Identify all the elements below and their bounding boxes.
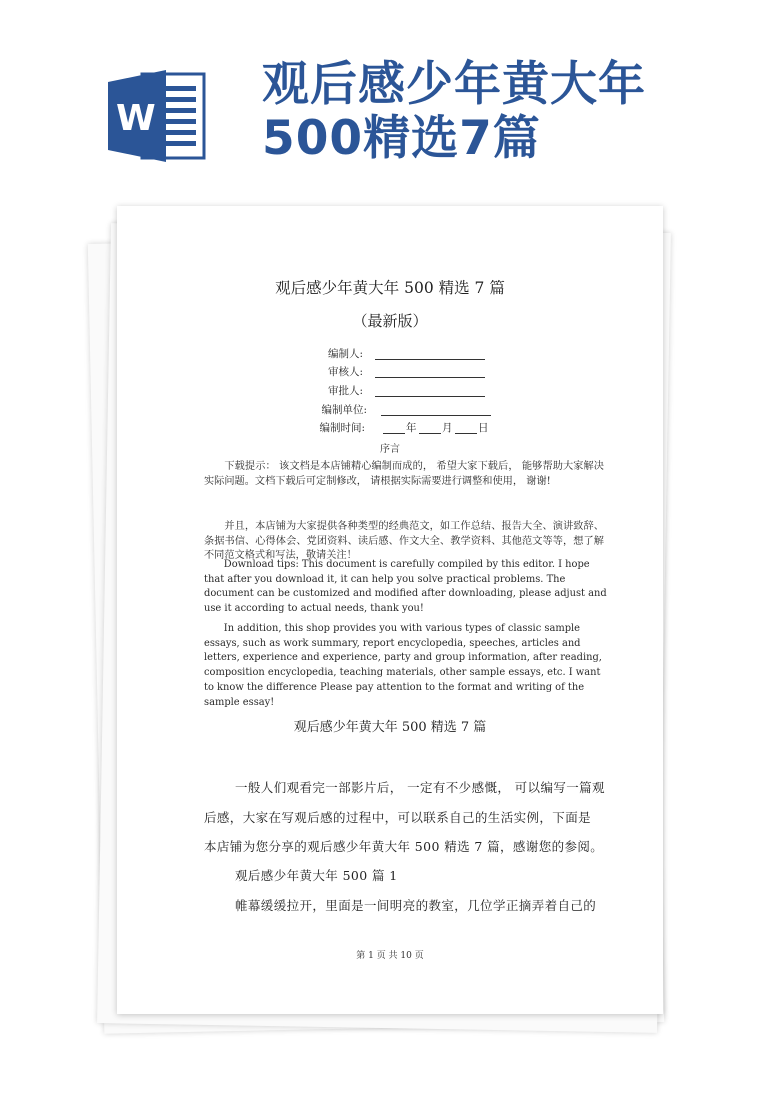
- approver-label: 审批人:: [327, 385, 363, 397]
- section-title: 观后感少年黄大年 500 精选 7 篇: [293, 720, 487, 735]
- document-title: 观后感少年黄大年 500 精选 7 篇: [275, 279, 505, 297]
- intro-line-3: 本店铺为您分享的观后感少年黄大年 500 精选 7 篇，感谢您的参阅。: [204, 839, 604, 854]
- reviewer-label: 审核人:: [327, 366, 363, 378]
- banner-title-line2: 500精选7篇: [262, 111, 541, 166]
- form-row-reviewer: [117, 364, 663, 382]
- day-field[interactable]: [455, 420, 477, 434]
- form-row-unit: [117, 402, 663, 420]
- word-document-icon: [108, 68, 208, 164]
- chapter-line-1: 帷幕缓缓拉开，里面是一间明亮的教室，几位学正摘弄着自己的: [235, 898, 597, 913]
- year-unit: 年: [406, 422, 417, 434]
- form-row-approver: [117, 383, 663, 401]
- editor-field[interactable]: [375, 346, 485, 360]
- document-subtitle: （最新版）: [352, 312, 428, 330]
- reviewer-field[interactable]: [375, 364, 485, 378]
- preface-heading: 序言: [380, 444, 400, 455]
- document-page: [117, 206, 663, 1014]
- tips-cn-paragraph-1: 下载提示： 该文档是本店铺精心编制而成的， 希望大家下载后， 能够帮助大家解决实际问题。文档下载后可定制修改， 请根据实际需要进行调整和使用， 谢谢!: [204, 461, 604, 487]
- banner-title: [262, 58, 762, 166]
- day-unit: 日: [478, 422, 489, 434]
- banner-title-line1: 观后感少年黄大年: [262, 57, 646, 112]
- unit-field[interactable]: [381, 402, 491, 416]
- month-unit: 月: [442, 422, 453, 434]
- page-footer: 第 1 页 共 10 页: [356, 951, 424, 961]
- tips-en-paragraph-2: In addition, this shop provides you with various types of classic sample essays, such as work summary, report encyclopedia, speeches, articles and letters, experience and experience, party and group information, after reading, composition encyclopedia, teaching materials, other sample essays, etc. I want to know the difference Please pay attention to the format and writing of the sample essay!: [204, 623, 602, 708]
- tips-cn-paragraph-2: 并且，本店铺为大家提供各种类型的经典范文，如工作总结、报告大全、演讲致辞、条据书信、心得体会、党团资料、读后感、作文大全、教学资料、其他范文等等，想了解不同范文格式和写法，敬请关注！: [204, 521, 604, 562]
- time-label: 编制时间:: [319, 422, 365, 434]
- year-field[interactable]: [383, 420, 405, 434]
- unit-label: 编制单位:: [321, 404, 367, 416]
- approver-field[interactable]: [375, 383, 485, 397]
- intro-line-2: 后感，大家在写观后感的过程中，可以联系自己的生活实例，下面是: [204, 810, 592, 825]
- tips-en-paragraph-1: Download tips: This document is carefully compiled by this editor. I hope that after you download it, it can help you solve practical problems. The document can be customized and modified after downloading, please adjust and use it according to actual needs, thank you!: [204, 559, 607, 615]
- form-row-editor: [117, 346, 663, 364]
- editor-label: 编制人:: [327, 348, 363, 360]
- chapter-heading: 观后感少年黄大年 500 篇 1: [235, 868, 398, 883]
- intro-line-1: 一般人们观看完一部影片后， 一定有不少感慨， 可以编写一篇观: [235, 780, 605, 795]
- svg-text:W: W: [116, 98, 156, 139]
- month-field[interactable]: [419, 420, 441, 434]
